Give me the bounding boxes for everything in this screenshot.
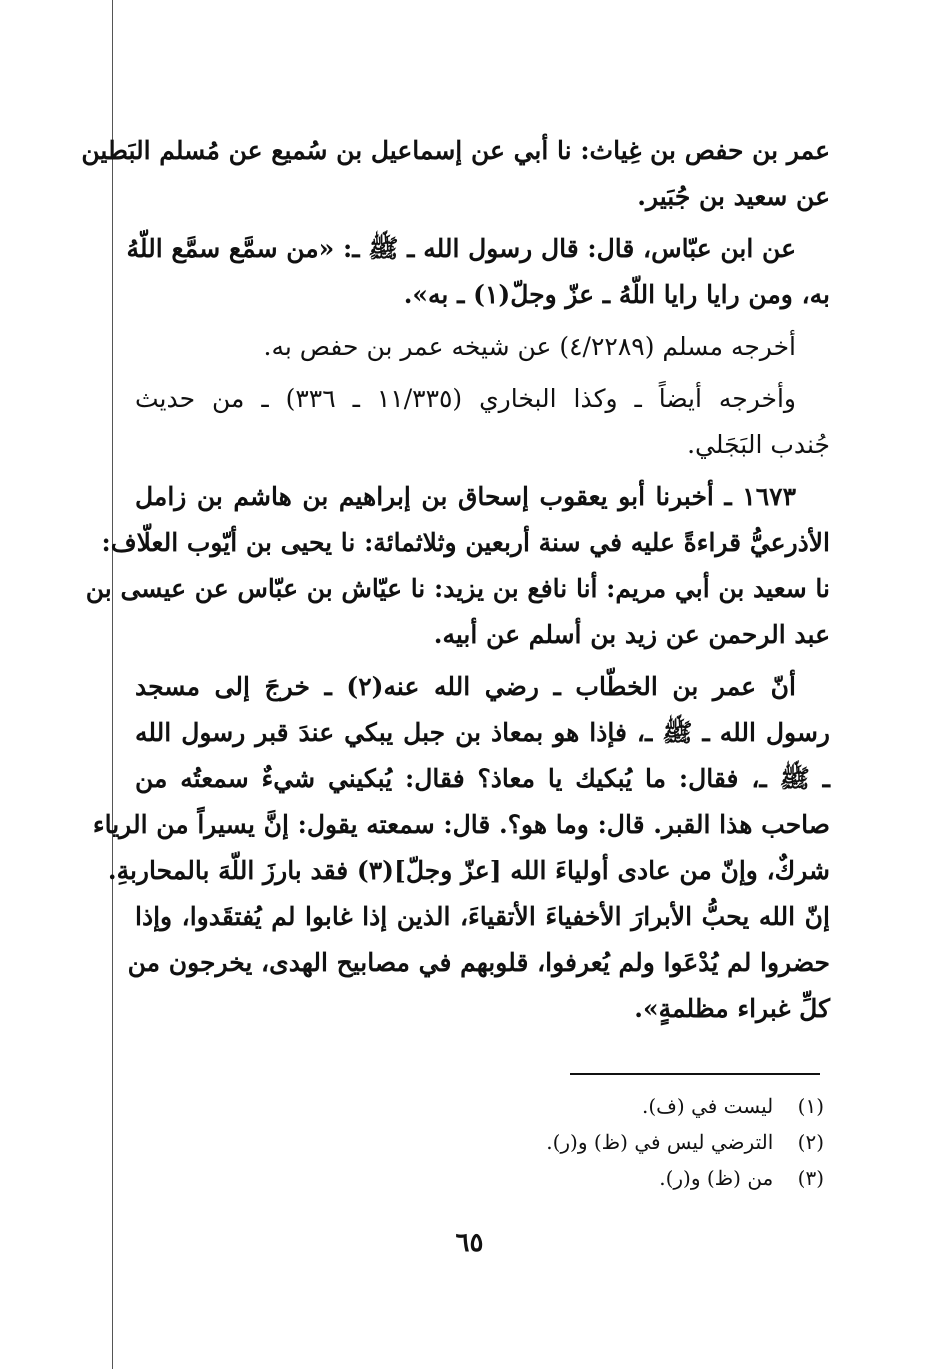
text-line: عن سعيد بن جُبَير. [637,182,830,211]
footnote-text: الترضي ليس في (ظ) و(ر). [546,1130,774,1154]
text-line: به، ومن رايا رايا اللّهُ ـ عزّ وجلّ(١) ـ به». [403,280,830,309]
text-line: إنّ الله يحبُّ الأبرارَ الأخفياءَ الأتقياءَ، الذين إذا غابوا لم يُفتقَدوا، وإذا [135,902,830,931]
text-line: كلِّ غبراء مظلمةٍ». [634,994,830,1023]
footnote-number: (٢) [797,1130,824,1154]
text-line: حضروا لم يُدْعَوا ولم يُعرفوا، قلوبهم في مصابيح الهدى، يخرجون من [127,948,830,977]
text-line: رسول الله ـ ﷺ ـ، فإذا هو بمعاذ بن جبل يبكي عندَ قبر رسول الله [135,718,830,747]
footnote-number: (٣) [797,1166,824,1190]
text-line: نا سعيد بن أبي مريم: أنا نافع بن يزيد: نا عيّاش بن عبّاس عن عيسى بن [85,574,830,603]
text-line: عمر بن حفص بن غِياث: نا أبي عن إسماعيل بن سُميع عن مُسلم البَطين [81,136,830,165]
text-line: عن ابن عبّاس، قال: قال رسول الله ـ ﷺ ـ: «من سمَّع سمَّع اللّهُ [126,234,796,263]
text-line: جُندب البَجَلي. [687,430,830,459]
main-text [81,128,830,1032]
footnote-item [324,1160,824,1196]
hadith-number-line: ١٦٧٣ ـ أخبرنا أبو يعقوب إسحاق بن إبراهيم بن هاشم بن زامل [135,482,796,511]
text-line: الأذرعيُّ قراءةً عليه في سنة أربعين وثلاثمائة: نا يحيى بن أيّوب العلّاف: [101,528,830,557]
text-line: وأخرجه أيضاً ـ وكذا البخاري (١١/٣٣٥ ـ ٣٣٦) ـ من حديث [135,384,797,413]
page-edge-line [112,0,113,1369]
footnote-item [324,1088,824,1124]
page-number: ٦٥ [455,1228,484,1258]
text-line: عبد الرحمن عن زيد بن أسلم عن أبيه. [433,620,830,649]
text-line: شركٌ، وإنّ من عادى أولياءَ الله [عزّ وجلّ](٣) فقد بارزَ اللّهَ بالمحاربةِ. [107,856,830,885]
footnote-text: من (ظ) و(ر). [659,1166,774,1190]
text-line: أخرجه مسلم (٤/٢٢٨٩) عن شيخه عمر بن حفص به. [263,332,796,361]
footnote-item [324,1124,824,1160]
text-line: ـ ﷺ ـ، فقال: ما يُبكيك يا معاذ؟ فقال: يُبكيني شيءٌ سمعتُه من [135,764,830,793]
footnotes [324,1088,824,1196]
footnote-text: ليست في (ف). [642,1094,774,1118]
footnote-number: (١) [797,1094,824,1118]
text-line: صاحب هذا القبر. قال: وما هو؟. قال: سمعته يقول: إنَّ يسيراً من الرياء [92,810,830,839]
text-line: أنّ عمر بن الخطّاب ـ رضي الله عنه(٢) ـ خرجَ إلى مسجد [135,672,796,701]
footnote-separator [570,1073,820,1075]
